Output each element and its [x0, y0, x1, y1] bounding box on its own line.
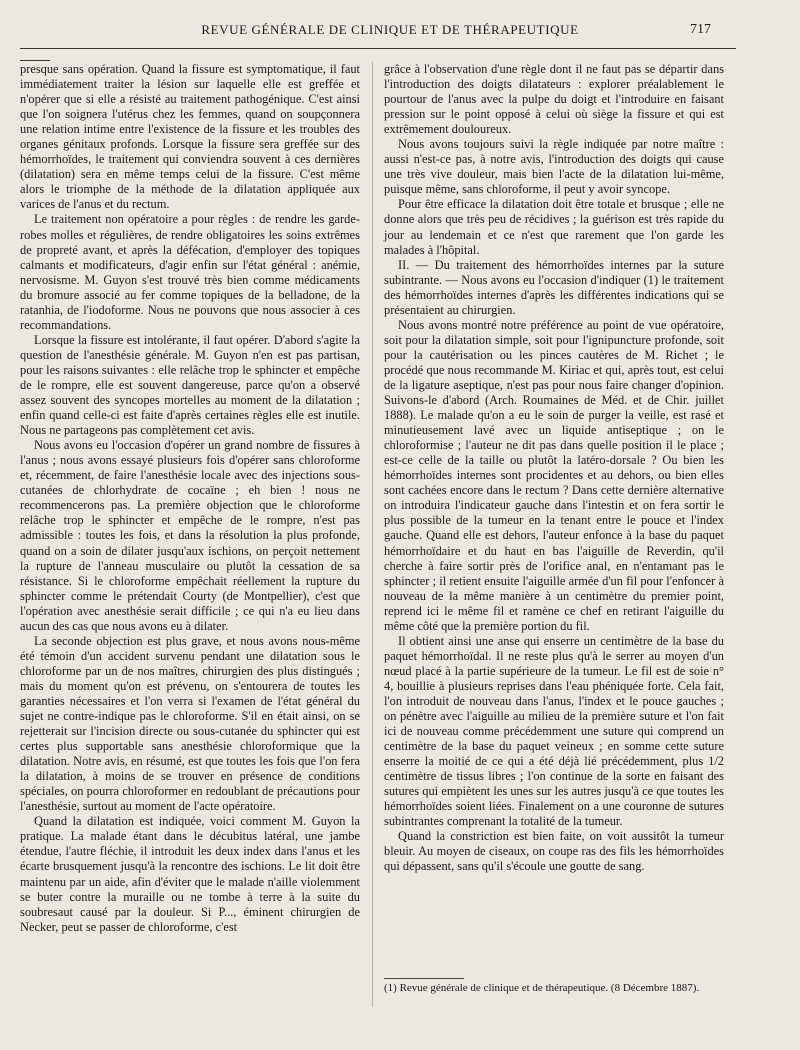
paragraph: Quand la constriction est bien faite, on voit aussitôt la tumeur bleuir. Au moyen de ciseaux, on coupe ras des fils les hémorrhoïdes qui dépassent, sans qu'il s'écoule une goutte de sang. [384, 829, 724, 874]
paragraph: La seconde objection est plus grave, et nous avons nous-même été témoin d'un accident survenu pendant une dilatation sous le chloroforme par un de nos maîtres, chirurgien des plus distingués ; mais du moment qu'on est prévenu, on s'entourera de toutes les garanties nécessaires et l'on verra si l'examen de l'état général du sujet ne contre-indique pas le chloroforme. S'il en était ainsi, on se rejetterait sur l'incision directe ou sous-cutanée du sphincter qui est certes plus supportable sans anesthésie chloroformique que la dilatation. Notre avis, en résumé, est que toutes les fois que l'on fera la dilatation, à moins de se trouver en présence de conditions spéciales, on pourra chloroformer en redoublant de précautions pour l'anesthésie, surtout au moment de l'acte opératoire. [20, 633, 360, 814]
paragraph: grâce à l'observation d'une règle dont il ne faut pas se départir dans l'introduction des doigts dilatateurs : explorer préalablement le pourtour de l'anus avec la pulpe du doigt et l'introduire en faisant pression sur le point opposé à celui où siège la fissure et qui est extrêmement douloureux. [384, 62, 724, 137]
paragraph: Nous avons toujours suivi la règle indiquée par notre maître : aussi n'est-ce pas, à notre avis, l'introduction des doigts qui cause une très vive douleur, mais bien l'acte de la dilatation lui-même, puisque même, sans chloroforme, il peut y avoir syncope. [384, 137, 724, 197]
running-header [0, 22, 800, 46]
footnote-rule [384, 978, 464, 979]
paragraph: Le traitement non opératoire a pour règles : de rendre les garde-robes molles et régulières, de rendre obligatoires les soins extrêmes de propreté avant, et après la défécation, d'employer des topiques calmants et modificateurs, d'agir enfin sur l'état général : anémie, nervosisme. M. Guyon s'est trouvé très bien comme médicaments du bromure associé au fer comme topiques de la belladone, de la ratanhia, de l'iodoforme. Nous ne pouvons que nous associer à ces recommandations. [20, 212, 360, 332]
paragraph: Quand la dilatation est indiquée, voici comment M. Guyon la pratique. La malade étant dans le décubitus latéral, une jambe étendue, l'autre fléchie, il introduit les deux index dans l'anus et les écarte brusquement jusqu'à la rencontre des ischions. Le lit doit être maintenu par un aide, afin d'éviter que le malade n'aille violemment se buter contre la muraille ou ne tombe à terre à la suite du soubresaut causé par la douleur. Si P..., éminent chirurgien de Necker, peut se passer de chloroforme, c'est [20, 814, 360, 934]
paragraph: Pour être efficace la dilatation doit être totale et brusque ; elle ne donne alors que très peu de récidives ; la guérison est très rapide du jour au lendemain et ce n'est que rarement que l'on garde les malades à l'hôpital. [384, 197, 724, 257]
page-number: 717 [690, 22, 711, 37]
paragraph: Nous avons eu l'occasion d'opérer un grand nombre de fissures à l'anus ; nous avons essayé plusieurs fois d'opérer sans chloroforme et, récemment, de faire l'anesthésie locale avec des injections sous-cutanées de chlorhydrate de cocaïne ; eh bien ! nous ne recommencerons pas. La première objection que le chloroforme relâche trop le sphincter et empêche de le rompre, n'est pas admissible : toutes les fois, et dans la résolution la plus profonde, quand on a soin de dilater jusqu'aux ischions, on perçoit nettement la rupture de l'anneau musculaire ou plutôt la cessation de sa résistance. Si le chloroforme empêchait réellement la rupture du sphincter comme le prétendait Courty (de Montpellier), c'est que l'opération avec anesthésie serait difficile ; ce qui n'a eu lieu dans aucun des cas que nous avons eu à dilater. [20, 438, 360, 633]
paragraph: Nous avons montré notre préférence au point de vue opératoire, soit pour la dilatation simple, soit pour l'ignipuncture profonde, soit pour la cautérisation ou les pinces cautères de M. Richet ; le procédé que nous recommande M. Kiriac et qui, après tout, est celui de la ligature aseptique, n'est pas pour nous faire changer d'opinion. Suivons-le d'abord (Arch. Roumaines de Méd. et de Chir. juillet 1888). Le malade qu'on a eu le soin de purger la veille, est rasé et minutieusement lavé avec un liquide antiseptique ; on le chloroformise ; l'auteur ne dit pas dans quelle position il le place ; est-ce celle de la taille ou plutôt la latéro-dorsale ? Ou bien les hémorrhoïdes internes sont procidentes et au dehors, ou bien elles sont cachées encore dans le rectum ? Dans cette dernière alternative on introduira l'indicateur gauche dans l'intestin et on fera sortir le plus possible de la tumeur en la tenant entre le pouce et l'index gauche. Quand elle est dehors, l'auteur enfonce à la base du paquet hémorrhoïdaire et du haut en bas l'aiguille de Reverdin, qu'il cherche à faire sortir près de l'orifice anal, en n'entamant pas le sphincter ; il retient ensuite l'aiguille armée d'un fil pour l'enfoncer à nouveau de la même manière à un centimètre du premier point, reprend ici le même fil et ramène ce chef en retirant l'aiguille du même côté que la première portion du fil. [384, 317, 724, 633]
paragraph: Lorsque la fissure est intolérante, il faut opérer. D'abord s'agite la question de l'anesthésie générale. M. Guyon n'en est pas partisan, pour les raisons suivantes : elle relâche trop le sphincter et empêche de le rompre, elle est souvent dangereuse, parce qu'on a observé assez souvent des syncopes mortelles au moment de la dilatation ; enfin quand celle-ci est faite d'après certaines règles elle est inutile. Nous ne partageons pas complètement cet avis. [20, 332, 360, 438]
header-rule [20, 48, 736, 49]
section-heading-paragraph: II. — Du traitement des hémorrhoïdes internes par la suture subintrante. — Nous avons eu l'occasion d'indiquer (1) le traitement des hémorrhoïdes internes d'après les différentes indications qui se présentaient au chirurgien. [384, 257, 724, 317]
paragraph: Il obtient ainsi une anse qui enserre un centimètre de la base du paquet hémorrhoïdal. Il ne reste plus qu'à le serrer au moyen d'un nœud placé à la partie supérieure de la tumeur. Le fil est de soie n° 4, bouillie à plusieurs reprises dans l'eau phéniquée forte. Cela fait, l'on introduit de nouveau dans l'anus, l'index et le pouce gauches ; on pénètre avec l'aiguille au milieu de la première suture et l'on fait ici de nouveau comme précédemment une suture qui comprend un centimètre de la base du paquet veineux ; en somme cette suture enserre la moitié de ce qui a été déjà lié précédemment, plus 1/2 centimètre de tissus libres ; l'on continue de la sorte en faisant des sutures qui empiètent les unes sur les autres jusqu'à ce que toutes les hémorrhoïdes soient liées. Finalement on a une couronne de sutures subintrantes comprenant la totalité de la tumeur. [384, 633, 724, 829]
footnote: (1) Revue générale de clinique et de thérapeutique. (8 Décembre 1887). [384, 982, 700, 994]
right-column [384, 62, 724, 875]
paragraph: presque sans opération. Quand la fissure est symptomatique, il faut immédiatement traiter la lésion sur laquelle elle est greffée et n'opérer que si elle a résisté au traitement pathogénique. C'est ainsi que l'on soignera l'utérus chez les femmes, quand on soupçonnera une relation intime entre l'existence de la fissure et les troubles des organes génitaux profonds. Lorsque la fissure sera greffée sur des hémorrhoïdes, le traitement qui conviendra souvent à ces dernières (dilatation) sera en même temps celui de la fissure. C'est même alors le triomphe de la méthode de la dilatation appliquée aux varices de l'anus et du rectum. [20, 62, 360, 212]
column-divider [372, 62, 373, 1007]
column-start-rule [20, 60, 50, 61]
left-column [20, 62, 360, 935]
journal-title: REVUE GÉNÉRALE DE CLINIQUE ET DE THÉRAPEUTIQUE [201, 22, 579, 37]
